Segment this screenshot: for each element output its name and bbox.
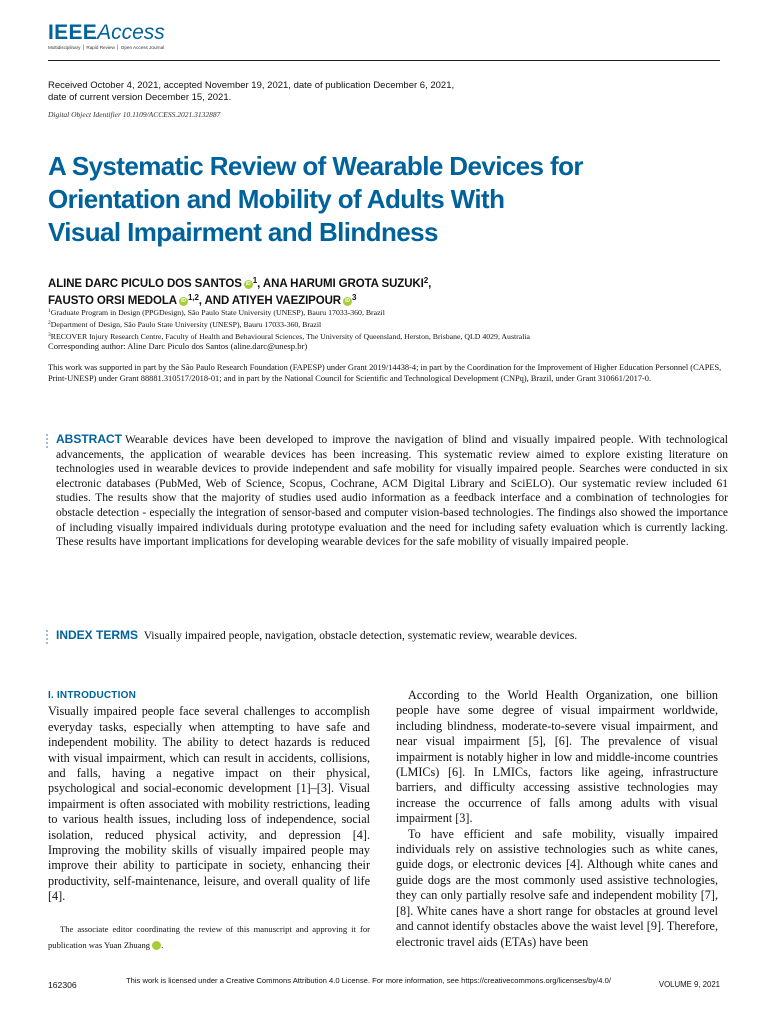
abstract-heading: ABSTRACT — [56, 432, 122, 446]
logo-wordmark — [48, 22, 165, 44]
affiliation-item — [48, 306, 530, 318]
abstract-section — [48, 432, 728, 550]
affiliation-number: 2 — [48, 320, 51, 326]
author-list — [48, 274, 431, 308]
received-dates — [48, 80, 648, 104]
index-terms-dots-icon — [46, 630, 50, 646]
affiliation-text: Department of Design, São Paulo State University (UNESP), Bauru 17033-360, Brazil — [50, 320, 322, 329]
author-name: ALINE DARC PICULO DOS SANTOS — [48, 278, 242, 290]
affiliation-text: Graduate Program in Design (PPGDesign), São Paulo State University (UNESP), Bauru 17033-360, Brazil — [50, 308, 385, 317]
abstract-text: Wearable devices have been developed to improve the navigation of blind and visually impaired people. With technological advancements, the application of wearable devices has been increasing. This systematic review aimed to explore existing literature on technologies used in wearable devices to provide independent and safe mobility for visually impaired people. Searches were conducted in six electronic databases (PubMed, Web of Science, Scopus, Cochrane, ACM Digital Library and SciELO). Our systematic review included 61 studies. The results show that the majority of studies used audio information as a feedback interface and a combination of technologies for obstacle detection - especially the integration of sensor-based and computer vision-based technologies. The findings also showed the importance of including visually impaired individuals during prototype evaluation and the need for including safety evaluation which is currently lacking. These results have important implications for developing wearable devices for the safe mobility of visually impaired people. — [56, 434, 728, 549]
author-sep: , — [428, 278, 432, 290]
author-affil-sup: 2 — [423, 276, 429, 285]
doi: Digital Object Identifier 10.1109/ACCESS.2021.3132887 — [48, 110, 221, 119]
header-rule — [48, 60, 720, 61]
editor-note-text: The associate editor coordinating the review of this manuscript and approving it for publication was Yuan Zhuang — [48, 924, 370, 950]
received-line-2: date of current version December 15, 2021. — [48, 92, 232, 103]
author-name: , ANA HARUMI GROTA SUZUKI — [257, 278, 424, 290]
index-terms-body — [48, 628, 728, 644]
intro-paragraph: To have efficient and safe mobility, visually impaired individuals rely on assistive technologies such as white canes, guide dogs, or electronic devices [4]. Although white canes and guide dogs are the most commonly used assistive technologies, they can only partially resolve safe and independent mobility [7], [8]. White canes have a short range for obstacles at ground level and cannot identify obstacles above the waist level [9]. Therefore, electronic travel aids (ETAs) have been — [396, 826, 718, 949]
abstract-dots-icon — [46, 434, 50, 450]
section-heading-introduction: I. INTRODUCTION — [48, 690, 136, 701]
index-terms-section — [48, 628, 728, 644]
volume-label: VOLUME 9, 2021 — [658, 980, 720, 989]
author-name: , AND ATIYEH VAEZIPOUR — [198, 295, 341, 307]
paper-title — [48, 150, 728, 249]
license-notice: This work is licensed under a Creative Commons Attribution 4.0 License. For more information, see https://creativecommons.org/licenses/by/4.0/ — [126, 976, 611, 985]
logo-tagline: Multidisciplinary ⎪ Rapid Review ⎪ Open Access Journal — [48, 45, 165, 50]
affiliation-number: 3 — [48, 332, 51, 338]
orcid-icon[interactable]: iD — [244, 280, 253, 289]
journal-logo — [48, 22, 165, 51]
orcid-icon[interactable]: iD — [179, 297, 188, 306]
affiliation-item — [48, 318, 530, 330]
title-line-3: Visual Impairment and Blindness — [48, 217, 438, 247]
affiliations — [48, 306, 530, 342]
index-terms-text: Visually impaired people, navigation, obstacle detection, systematic review, wearable devices. — [143, 630, 578, 642]
left-column — [48, 688, 370, 905]
page-number: 162306 — [48, 980, 77, 990]
received-line-1: Received October 4, 2021, accepted November 19, 2021, date of publication December 6, 2021, — [48, 80, 455, 91]
editor-note: The associate editor coordinating the review of this manuscript and approving it for publication was Yuan Zhuang iD. — [48, 924, 370, 950]
affiliation-number: 1 — [48, 308, 51, 314]
index-terms-heading: INDEX TERMS — [56, 628, 139, 642]
funding-statement: This work was supported in part by the São Paulo Research Foundation (FAPESP) under Grant 2019/14438-4; in part by the Coordination for the Improvement of Higher Education Personnel (CAPES, Print-UNESP) under Grant 88881.310517/2018-01; and in part by the National Council for Scientific and Technological Development (CNPq), Brazil, under Grant 310661/2017-0. — [48, 363, 722, 384]
title-line-1: A Systematic Review of Wearable Devices for — [48, 151, 583, 181]
intro-paragraph: According to the World Health Organization, one billion people have some degree of visual impairment worldwide, including blindness, moderate-to-severe visual impairment, and near visual impairment [5], [6]. The prevalence of visual impairment is notably higher in low and middle-income countries (LMICs) [6]. In LMICs, factors like ageing, infrastructure barriers, and difficulty accessing assistive technologies may increase the occurrence of falls among adults with visual impairment [3]. — [396, 688, 718, 826]
title-line-2: Orientation and Mobility of Adults With — [48, 184, 505, 214]
author-affil-sup: 3 — [352, 293, 357, 302]
orcid-icon[interactable]: iD — [343, 297, 352, 306]
author-line-1 — [48, 274, 431, 291]
affiliation-text: RECOVER Injury Research Centre, Faculty of Health and Behavioural Sciences, The University of Queensland, Herston, Brisbane, QLD 4029, Australia — [50, 332, 530, 341]
author-affil-sup: 1 — [252, 276, 258, 285]
corresponding-author: Corresponding author: Aline Darc Piculo dos Santos (aline.darc@unesp.br) — [48, 341, 308, 351]
author-affil-sup: 1,2 — [187, 293, 199, 302]
logo-access: Access — [97, 21, 165, 44]
intro-paragraph: Visually impaired people face several challenges to accomplish everyday tasks, especially when attempting to have safe and independent mobility. The ability to detect hazards is reduced with visual impairment, which can result in accidents, collisions, and falls, having a negative impact on their physical, psychological and social-economic development [1]–[3]. Visual impairment is often associated with mobility restrictions, leading to various health issues, including loss of independence, social isolation, reduced physical activity, and depression [4]. Improving the mobility skills of visually impaired people may improve their ability to participate in society, enhancing their productivity, self-maintenance, leisure, and overall quality of life [4]. — [48, 704, 370, 904]
logo-ieee: IEEE — [48, 21, 98, 44]
right-column — [396, 688, 718, 950]
author-name: FAUSTO ORSI MEDOLA — [48, 295, 177, 307]
orcid-icon[interactable]: iD — [152, 941, 161, 950]
abstract-body — [48, 432, 728, 550]
